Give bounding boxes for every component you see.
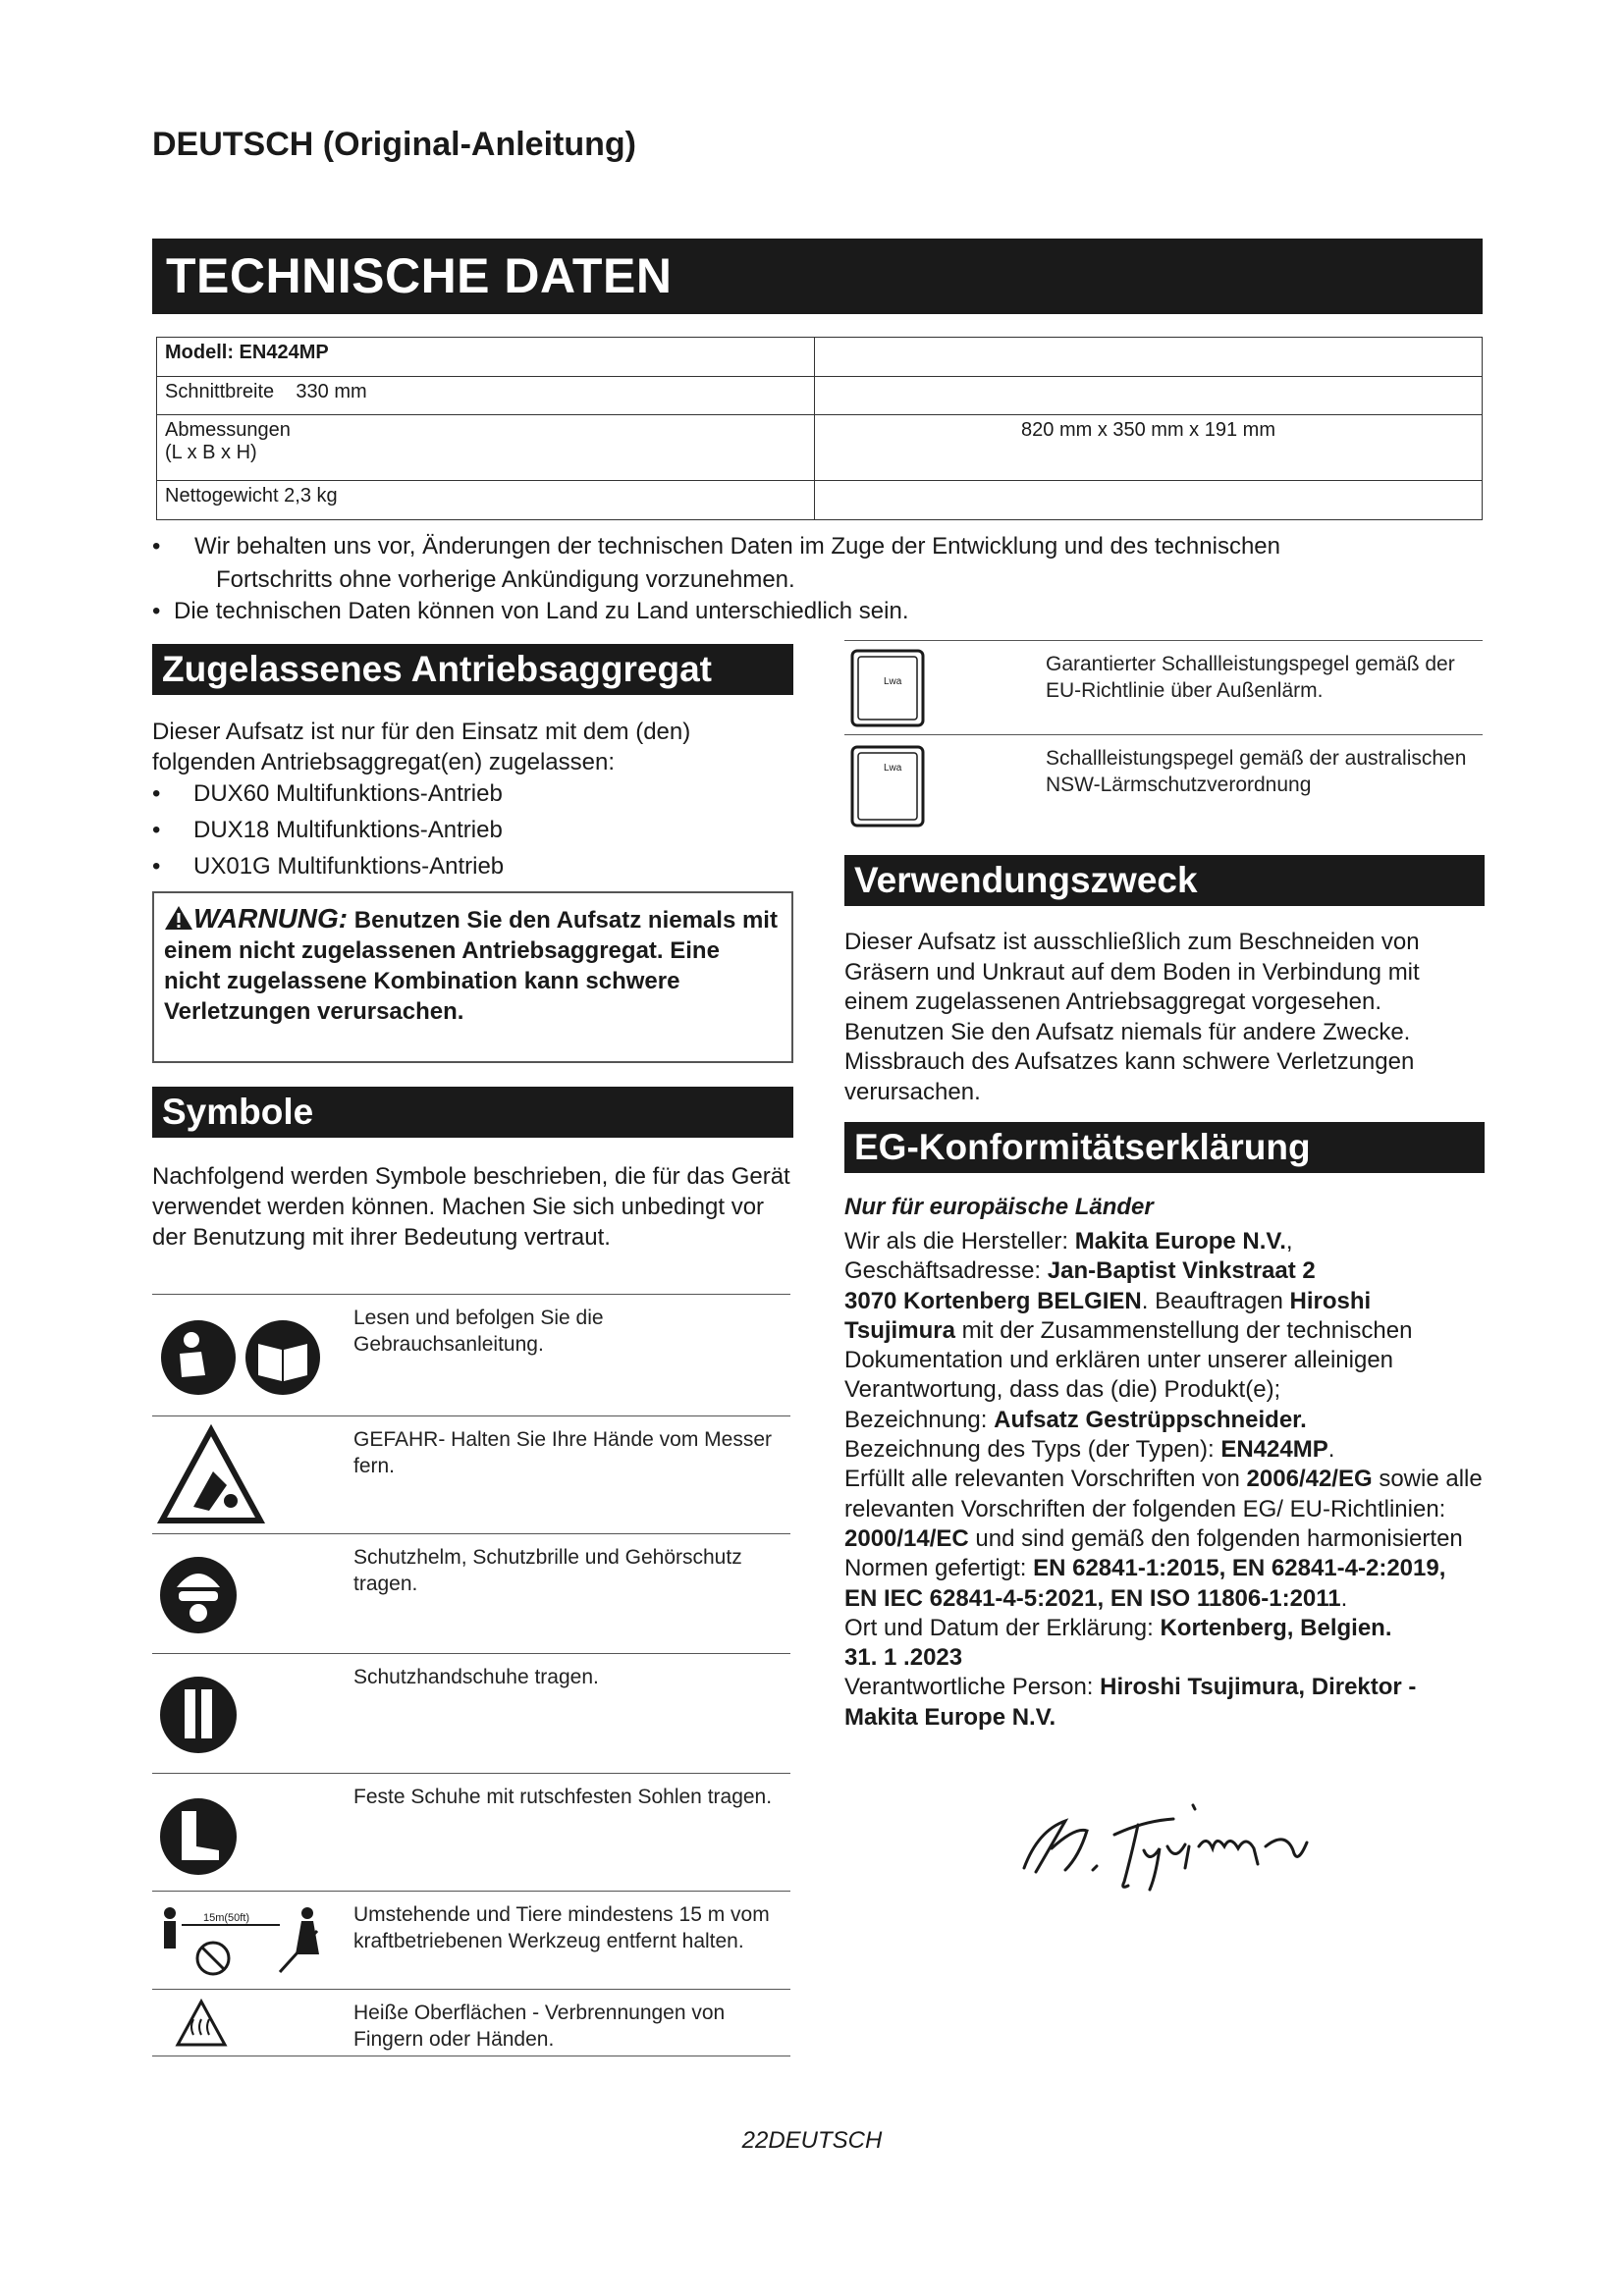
model-value-cell [815,338,1483,377]
note-line-1: Wir behalten uns vor, Änderungen der technischen Daten im Zuge der Entwicklung und des technischen [194,533,1280,560]
dimensions-cell: Abmessungen (L x B x H) [157,415,815,481]
net-weight-value [815,481,1483,520]
power-unit-list [152,775,504,884]
table-row [157,377,1483,415]
power-unit-intro: Dieser Aufsatz ist nur für den Einsatz mit dem (den) folgenden Antriebsaggregat(en) zugelassen: [152,719,691,775]
symbol-row-ppe [152,1533,790,1653]
conformity-part: . Ort und Datum der Erklärung: [844,1584,1348,1641]
symbol-text: Heiße Oberflächen - Verbrennungen von Fingern oder Händen. [353,2002,726,2051]
lwa-label: Lwa [884,763,902,774]
symbol-row-hand-danger [152,1415,790,1533]
nsw-noise-label-icon [844,735,1041,833]
warning-text: Benutzen Sie den Aufsatz niemals mit einem nicht zugelassenen Antriebsaggregat. Eine nicht zugelassene Kombination kann schwere Verletzungen verursachen. [164,907,778,1025]
representative-name: Hiroshi Tsujimura [844,1287,1372,1344]
conformity-part: Bezeichnung des Typs (der Typen): [844,1436,1215,1464]
noise-row-eu [844,640,1483,734]
harmonised-standards: EN 62841-1:2015, EN 62841-4-2:2019, EN IEC 62841-4-5:2021, EN ISO 11806-1:2011 [844,1555,1446,1612]
intended-use-title: Verwendungszweck [844,855,1485,906]
note-1 [152,530,1507,563]
list-item: • DUX18 Multifunktions-Antrieb [152,812,504,848]
intended-use-text: Dieser Aufsatz ist ausschließlich zum Beschneiden von Gräsern und Unkraut auf dem Boden in Verbindung mit einem zugelassenen Antriebsaggregat vorgesehen. Benutzen Sie den Aufsatz niemals für andere Zwecke. Missbrauch des Aufsatzes kann schwere Verletzungen verursachen. [844,929,1420,1105]
business-address: Jan-Baptist Vinkstraat 2 3070 Kortenberg BELGIEN [844,1257,1316,1314]
symbol-row-hot-surface [152,1989,790,2056]
conformity-part: mit der Zusammenstellung der technischen Dokumentation und erklären unter unserer alleinigen Verantwortung, dass das (die) Produkt(e); Bezeichnung: [844,1316,1413,1433]
gloves-icon [152,1654,349,1774]
hot-surface-icon [152,1990,349,2056]
helmet-goggles-earmuffs-icon [152,1534,349,1654]
hand-blade-danger-icon [152,1416,349,1534]
conformity-part: Wir als die Hersteller: [844,1228,1075,1255]
conformity-part: sowie alle relevanten Vorschriften der folgenden EG/ EU-Richtlinien: [844,1466,1483,1522]
power-unit-title: Zugelassenes Antriebsaggregat [152,644,793,695]
symbol-text: GEFAHR- Halten Sie Ihre Hände vom Messer fern. [353,1428,772,1477]
table-row [157,415,1483,481]
cutting-width-cell: Schnittbreite 330 mm [157,377,815,415]
product-designation: Aufsatz Gestrüppschneider. [994,1406,1307,1433]
noise-text: Schallleistungspegel gemäß der australischen NSW-Lärmschutzverordnung [1046,747,1467,796]
note-1-cont: Fortschritts ohne vorherige Ankündigung vorzunehmen. [216,566,795,593]
eu-noise-label-icon [844,641,1041,735]
symbol-text: Umstehende und Tiere mindestens 15 m vom kraftbetriebenen Werkzeug entfernt halten. [353,1903,770,1952]
noise-text: Garantierter Schallleistungspegel gemäß der EU-Richtlinie über Außenlärm. [1046,653,1455,702]
symbol-text: Feste Schuhe mit rutschfesten Sohlen tragen. [353,1786,773,1808]
place-and-date: Kortenberg, Belgien. 31. 1 .2023 [844,1614,1392,1672]
cutting-width-value [815,377,1483,415]
model-cell: Modell: EN424MP [157,338,815,377]
symbols-intro: Nachfolgend werden Symbole beschrieben, die für das Gerät verwendet werden können. Machen Sie sich unbedingt vor der Benutzung mit ihrer Bedeutung vertraut. [152,1163,790,1251]
conformity-part: . Beauftragen [1141,1287,1290,1314]
responsible-person: Hiroshi Tsujimura, Direktor - Makita Europe N.V. [844,1674,1417,1731]
symbol-text: Schutzhandschuhe tragen. [353,1666,599,1688]
read-manual-icon [152,1295,349,1416]
spec-table [156,337,1483,520]
note-2 [152,595,909,628]
net-weight-cell: Nettogewicht 2,3 kg [157,481,815,520]
bullet: • [152,533,161,560]
page-footer: 22DEUTSCH [741,2127,883,2154]
dimensions-value: 820 mm x 350 mm x 191 mm [815,415,1483,481]
list-item: • UX01G Multifunktions-Antrieb [152,848,504,884]
signature [1006,1791,1330,1895]
conformity-subtitle: Nur für europäische Länder [844,1194,1154,1220]
machinery-directive: 2006/42/EG [1246,1466,1373,1493]
language-heading: DEUTSCH (Original-Anleitung) [152,126,636,163]
warning-box [152,891,793,1063]
list-item: • DUX60 Multifunktions-Antrieb [152,775,504,812]
note-line-2: Die technischen Daten können von Land zu Land unterschiedlich sein. [174,598,909,624]
symbol-row-gloves [152,1653,790,1773]
table-row [157,338,1483,377]
conformity-part: und sind gemäß den folgenden harmonisierten Normen gefertigt: [844,1524,1463,1582]
symbol-text: Lesen und befolgen Sie die Gebrauchsanleitung. [353,1307,604,1356]
symbols-title: Symbole [152,1087,793,1138]
boots-icon [152,1774,349,1892]
symbol-text: Schutzhelm, Schutzbrille und Gehörschutz tragen. [353,1546,742,1595]
conformity-part: . Erfüllt alle relevanten Vorschriften von [844,1436,1335,1493]
distance-label: 15m(50ft) [203,1912,250,1924]
model-designation: EN424MP [1220,1436,1328,1464]
table-row [157,481,1483,520]
conformity-part: Verantwortliche Person: [844,1674,1094,1701]
warning-triangle-icon [164,905,193,931]
bullet: • [152,598,161,624]
noise-directive: 2000/14/EC [844,1524,969,1552]
conformity-text [844,1227,1485,1733]
technical-data-title: TECHNISCHE DATEN [152,239,1483,314]
lwa-label: Lwa [884,676,902,687]
conformity-title: EG-Konformitätserklärung [844,1122,1485,1173]
warning-label: WARNUNG: [193,903,349,934]
symbol-row-read-manual [152,1294,790,1415]
symbol-row-boots [152,1773,790,1891]
conformity-part: , Geschäftsadresse: [844,1228,1293,1285]
manufacturer-name: Makita Europe N.V. [1074,1228,1286,1255]
noise-row-nsw [844,734,1483,832]
symbol-row-distance [152,1891,790,1989]
keep-distance-icon [152,1892,349,1990]
